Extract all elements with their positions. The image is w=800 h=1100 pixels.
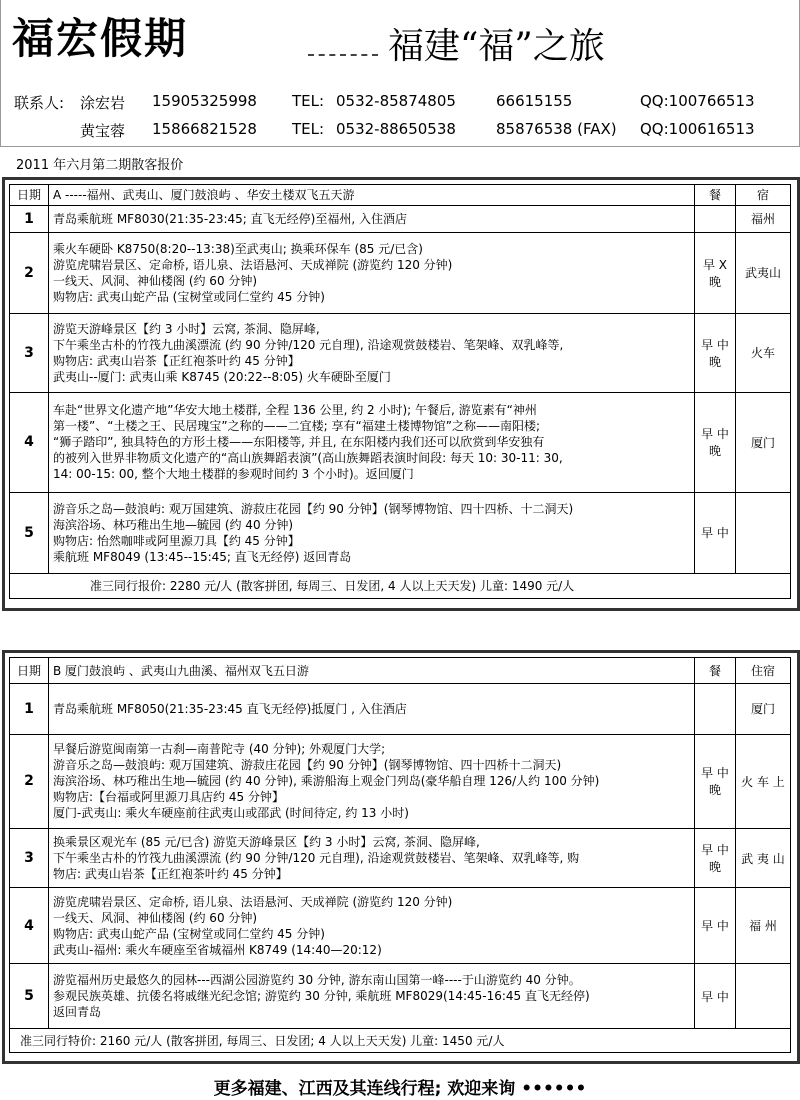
contact-tel-label: TEL: xyxy=(292,92,325,110)
stay-cell: 福州 xyxy=(736,205,791,232)
day-header: 日期 xyxy=(10,185,49,206)
itinerary-line: 购物店: 武夷山岩茶【正红袍茶叶约 45 分钟】 xyxy=(53,353,300,368)
itinerary-line: 购物店: 武夷山蛇产品 (宝树堂或同仁堂约 45 分钟) xyxy=(53,289,325,304)
itinerary-line: “狮子踏印”, 独具特色的方形土楼——东阳楼等, 并且, 在东阳楼内我们还可以欣赏到华安独有 xyxy=(53,435,545,450)
itinerary-line: 购物店: 武夷山蛇产品 (宝树堂或同仁堂约 45 分钟) xyxy=(53,926,325,941)
itinerary-cell xyxy=(49,887,695,964)
meal-cell: 早 中 xyxy=(695,964,736,1028)
day-header: 日期 xyxy=(10,658,49,684)
meal-cell: 早 中 晚 xyxy=(695,393,736,493)
price-row xyxy=(10,573,791,598)
itinerary-cell xyxy=(49,205,695,232)
day-number: 3 xyxy=(10,313,49,392)
itinerary-line: 游音乐之岛—鼓浪屿: 观万国建筑、游菽庄花园【约 90 分钟】(钢琴博物馆、四十四桥、十二洞天) xyxy=(53,501,574,516)
tour-title: B 厦门鼓浪屿 、武夷山九曲溪、福州双飞五日游 xyxy=(49,658,695,684)
tour-b-table xyxy=(9,657,791,1053)
contact-mobile: 15866821528 xyxy=(152,120,257,138)
itinerary-cell xyxy=(49,393,695,493)
price-text: 准三同行报价: 2280 元/人 (散客拼团, 每周三、日发团, 4 人以上天天发) 儿童: 1490 元/人 xyxy=(10,573,791,598)
stay-cell: 火 车 上 xyxy=(736,734,791,829)
day-number: 1 xyxy=(10,205,49,232)
contact-name: 黄宝蓉 xyxy=(80,122,126,140)
contact-tel2: 85876538 (FAX) xyxy=(496,120,617,138)
itinerary-cell xyxy=(49,492,695,573)
itinerary-line: 车赴“世界文化遗产地”华安大地土楼群, 全程 136 公里, 约 2 小时); 午餐后, 游览素有“神州 xyxy=(53,403,537,418)
itinerary-line: 早餐后游览闽南第一古刹—南普陀寺 (40 分钟); 外观厦门大学; xyxy=(53,742,386,757)
day-number: 2 xyxy=(10,232,49,313)
meal-header: 餐 xyxy=(695,185,736,206)
itinerary-cell xyxy=(49,232,695,313)
itinerary-cell xyxy=(49,313,695,392)
meal-cell: 早 X 晚 xyxy=(695,232,736,313)
itinerary-line: 物店: 武夷山岩茶【正红袍茶叶约 45 分钟】 xyxy=(53,867,288,881)
stay-cell: 武 夷 山 xyxy=(736,829,791,887)
itinerary-line: 青岛乘航班 MF8030(21:35-23:45; 直飞无经停)至福州, 入住酒店 xyxy=(53,211,407,226)
contact-tel2: 66615155 xyxy=(496,92,573,110)
table-row xyxy=(10,887,791,964)
itinerary-cell xyxy=(49,829,695,887)
slogan: 福建“福”之旅 xyxy=(388,26,605,67)
stay-cell: 火车 xyxy=(736,313,791,392)
table-row xyxy=(10,313,791,392)
itinerary-line: 的被列入世界非物质文化遗产的“高山族舞蹈表演”(高山族舞蹈表演时间段: 每天 10: 30-11: 30, xyxy=(53,451,563,466)
itinerary-line: 下午乘坐古朴的竹筏九曲溪漂流 (约 90 分钟/120 元自理), 沿途观赏鼓楼岩、笔架峰、双乳峰等, 购 xyxy=(53,851,580,865)
brand-title: 福宏假期 xyxy=(12,14,189,63)
itinerary-line: 游览虎啸岩景区、定命桥, 语儿泉、法语悬河、天成禅院 (游览约 120 分钟) xyxy=(53,257,453,272)
stay-cell: 武夷山 xyxy=(736,232,791,313)
itinerary-line: 乘航班 MF8049 (13:45--15:45; 直飞无经停) 返回青岛 xyxy=(53,549,352,564)
contact-tel-label: TEL: xyxy=(292,120,325,138)
meal-cell: 早 中 晚 xyxy=(695,313,736,392)
day-number: 2 xyxy=(10,734,49,829)
stay-cell xyxy=(736,964,791,1028)
itinerary-cell xyxy=(49,684,695,734)
itinerary-line: 游音乐之岛—鼓浪屿: 观万国建筑、游菽庄花园【约 90 分钟】(钢琴博物馆、四十四桥十二洞天) xyxy=(53,758,562,773)
table-row xyxy=(10,734,791,829)
title-dash xyxy=(308,54,378,56)
itinerary-line: 14: 00-15: 00, 整个大地土楼群的参观时间约 3 个小时)。返回厦门 xyxy=(53,467,414,482)
itinerary-line: 厦门-武夷山: 乘火车硬座前往武夷山或邵武 (时间待定, 约 13 小时) xyxy=(53,806,409,821)
contact-qq: QQ:100616513 xyxy=(640,120,755,138)
itinerary-line: 乘火车硬卧 K8750(8:20--13:38)至武夷山; 换乘环保车 (85 元/已含) xyxy=(53,241,423,256)
day-number: 5 xyxy=(10,964,49,1028)
meal-cell: 早 中 晚 xyxy=(695,734,736,829)
stay-cell: 厦门 xyxy=(736,684,791,734)
footer-text: 更多福建、江西及其连线行程; 欢迎来询 •••••• xyxy=(213,1079,587,1099)
tour-a-table xyxy=(9,184,791,599)
stay-cell: 福 州 xyxy=(736,887,791,964)
meal-cell xyxy=(695,684,736,734)
contact-name: 涂宏岩 xyxy=(80,94,126,112)
stay-header: 宿 xyxy=(736,185,791,206)
table-row xyxy=(10,964,791,1028)
contact-tel: 0532-88650538 xyxy=(336,120,456,138)
itinerary-line: 武夷山--厦门: 武夷山乘 K8745 (20:22--8:05) 火车硬卧至厦门 xyxy=(53,369,391,384)
table-row xyxy=(10,492,791,573)
table-row xyxy=(10,205,791,232)
contact-mobile: 15905325998 xyxy=(152,92,257,110)
day-number: 3 xyxy=(10,829,49,887)
table-head-row xyxy=(10,185,791,206)
stay-cell xyxy=(736,492,791,573)
stay-cell: 厦门 xyxy=(736,393,791,493)
itinerary-line: 武夷山-福州: 乘火车硬座至省城福州 K8749 (14:40—20:12) xyxy=(53,942,382,957)
period-label: 2011 年六月第二期散客报价 xyxy=(16,158,184,173)
table-head-row xyxy=(10,658,791,684)
itinerary-line: 购物店: 怡然咖啡或阿里源刀具【约 45 分钟】 xyxy=(53,533,300,548)
itinerary-line: 海滨浴场、林巧稚出生地—毓园 (约 40 分钟), 乘游船海上观金门列岛(豪华船自理 126/人约 100 分钟) xyxy=(53,774,600,789)
itinerary-line: 购物店:【台福或阿里源刀具店约 45 分钟】 xyxy=(53,790,284,805)
table-row xyxy=(10,829,791,887)
day-number: 1 xyxy=(10,684,49,734)
itinerary-line: 一线天、风洞、神仙楼阁 (约 60 分钟) xyxy=(53,910,258,925)
itinerary-line: 游览虎啸岩景区、定命桥, 语儿泉、法语悬河、天成禅院 (游览约 120 分钟) xyxy=(53,894,453,909)
itinerary-cell xyxy=(49,734,695,829)
price-row xyxy=(10,1028,791,1052)
itinerary-line: 一线天、风洞、神仙楼阁 (约 60 分钟) xyxy=(53,273,258,288)
itinerary-line: 海滨浴场、林巧稚出生地—毓园 (约 40 分钟) xyxy=(53,517,294,532)
tour-title: A -----福州、武夷山、厦门鼓浪屿 、华安土楼双飞五天游 xyxy=(49,185,695,206)
contact-qq: QQ:100766513 xyxy=(640,92,755,110)
meal-cell: 早 中 xyxy=(695,492,736,573)
meal-header: 餐 xyxy=(695,658,736,684)
table-row xyxy=(10,684,791,734)
price-text: 准三同行特价: 2160 元/人 (散客拼团, 每周三、日发团; 4 人以上天天发) 儿童: 1450 元/人 xyxy=(10,1028,791,1052)
itinerary-line: 返回青岛 xyxy=(53,1005,102,1020)
meal-cell: 早 中 xyxy=(695,887,736,964)
day-number: 4 xyxy=(10,393,49,493)
contact-label: 联系人: xyxy=(14,94,65,112)
itinerary-line: 参观民族英雄、抗倭名将戚继光纪念馆; 游览约 30 分钟, 乘航班 MF8029(14:45-16:45 直飞无经停) xyxy=(53,989,590,1004)
meal-cell: 早 中 晚 xyxy=(695,829,736,887)
contact-tel: 0532-85874805 xyxy=(336,92,456,110)
table-row xyxy=(10,232,791,313)
itinerary-cell xyxy=(49,964,695,1028)
itinerary-line: 下午乘坐古朴的竹筏九曲溪漂流 (约 90 分钟/120 元自理), 沿途观赏鼓楼岩、笔架峰、双乳峰等, xyxy=(53,337,564,352)
itinerary-line: 青岛乘航班 MF8050(21:35-23:45 直飞无经停)抵厦门 , 入住酒店 xyxy=(53,701,407,716)
day-number: 4 xyxy=(10,887,49,964)
itinerary-line: 换乘景区观光车 (85 元/已含) 游览天游峰景区【约 3 小时】云窝, 茶洞、隐屏峰, xyxy=(53,835,480,849)
meal-cell xyxy=(695,205,736,232)
stay-header: 住宿 xyxy=(736,658,791,684)
day-number: 5 xyxy=(10,492,49,573)
table-row xyxy=(10,393,791,493)
itinerary-line: 游览天游峰景区【约 3 小时】云窝, 茶洞、隐屏峰, xyxy=(53,321,320,336)
itinerary-line: 游览福州历史最悠久的园林---西湖公园游览约 30 分钟, 游东南山国第一峰----于山游览约 40 分钟。 xyxy=(53,973,581,988)
itinerary-line: 第一楼”、“土楼之王、民居瑰宝”之称的——二宜楼; 享有“福建土楼博物馆”之称——南阳楼; xyxy=(53,419,540,434)
